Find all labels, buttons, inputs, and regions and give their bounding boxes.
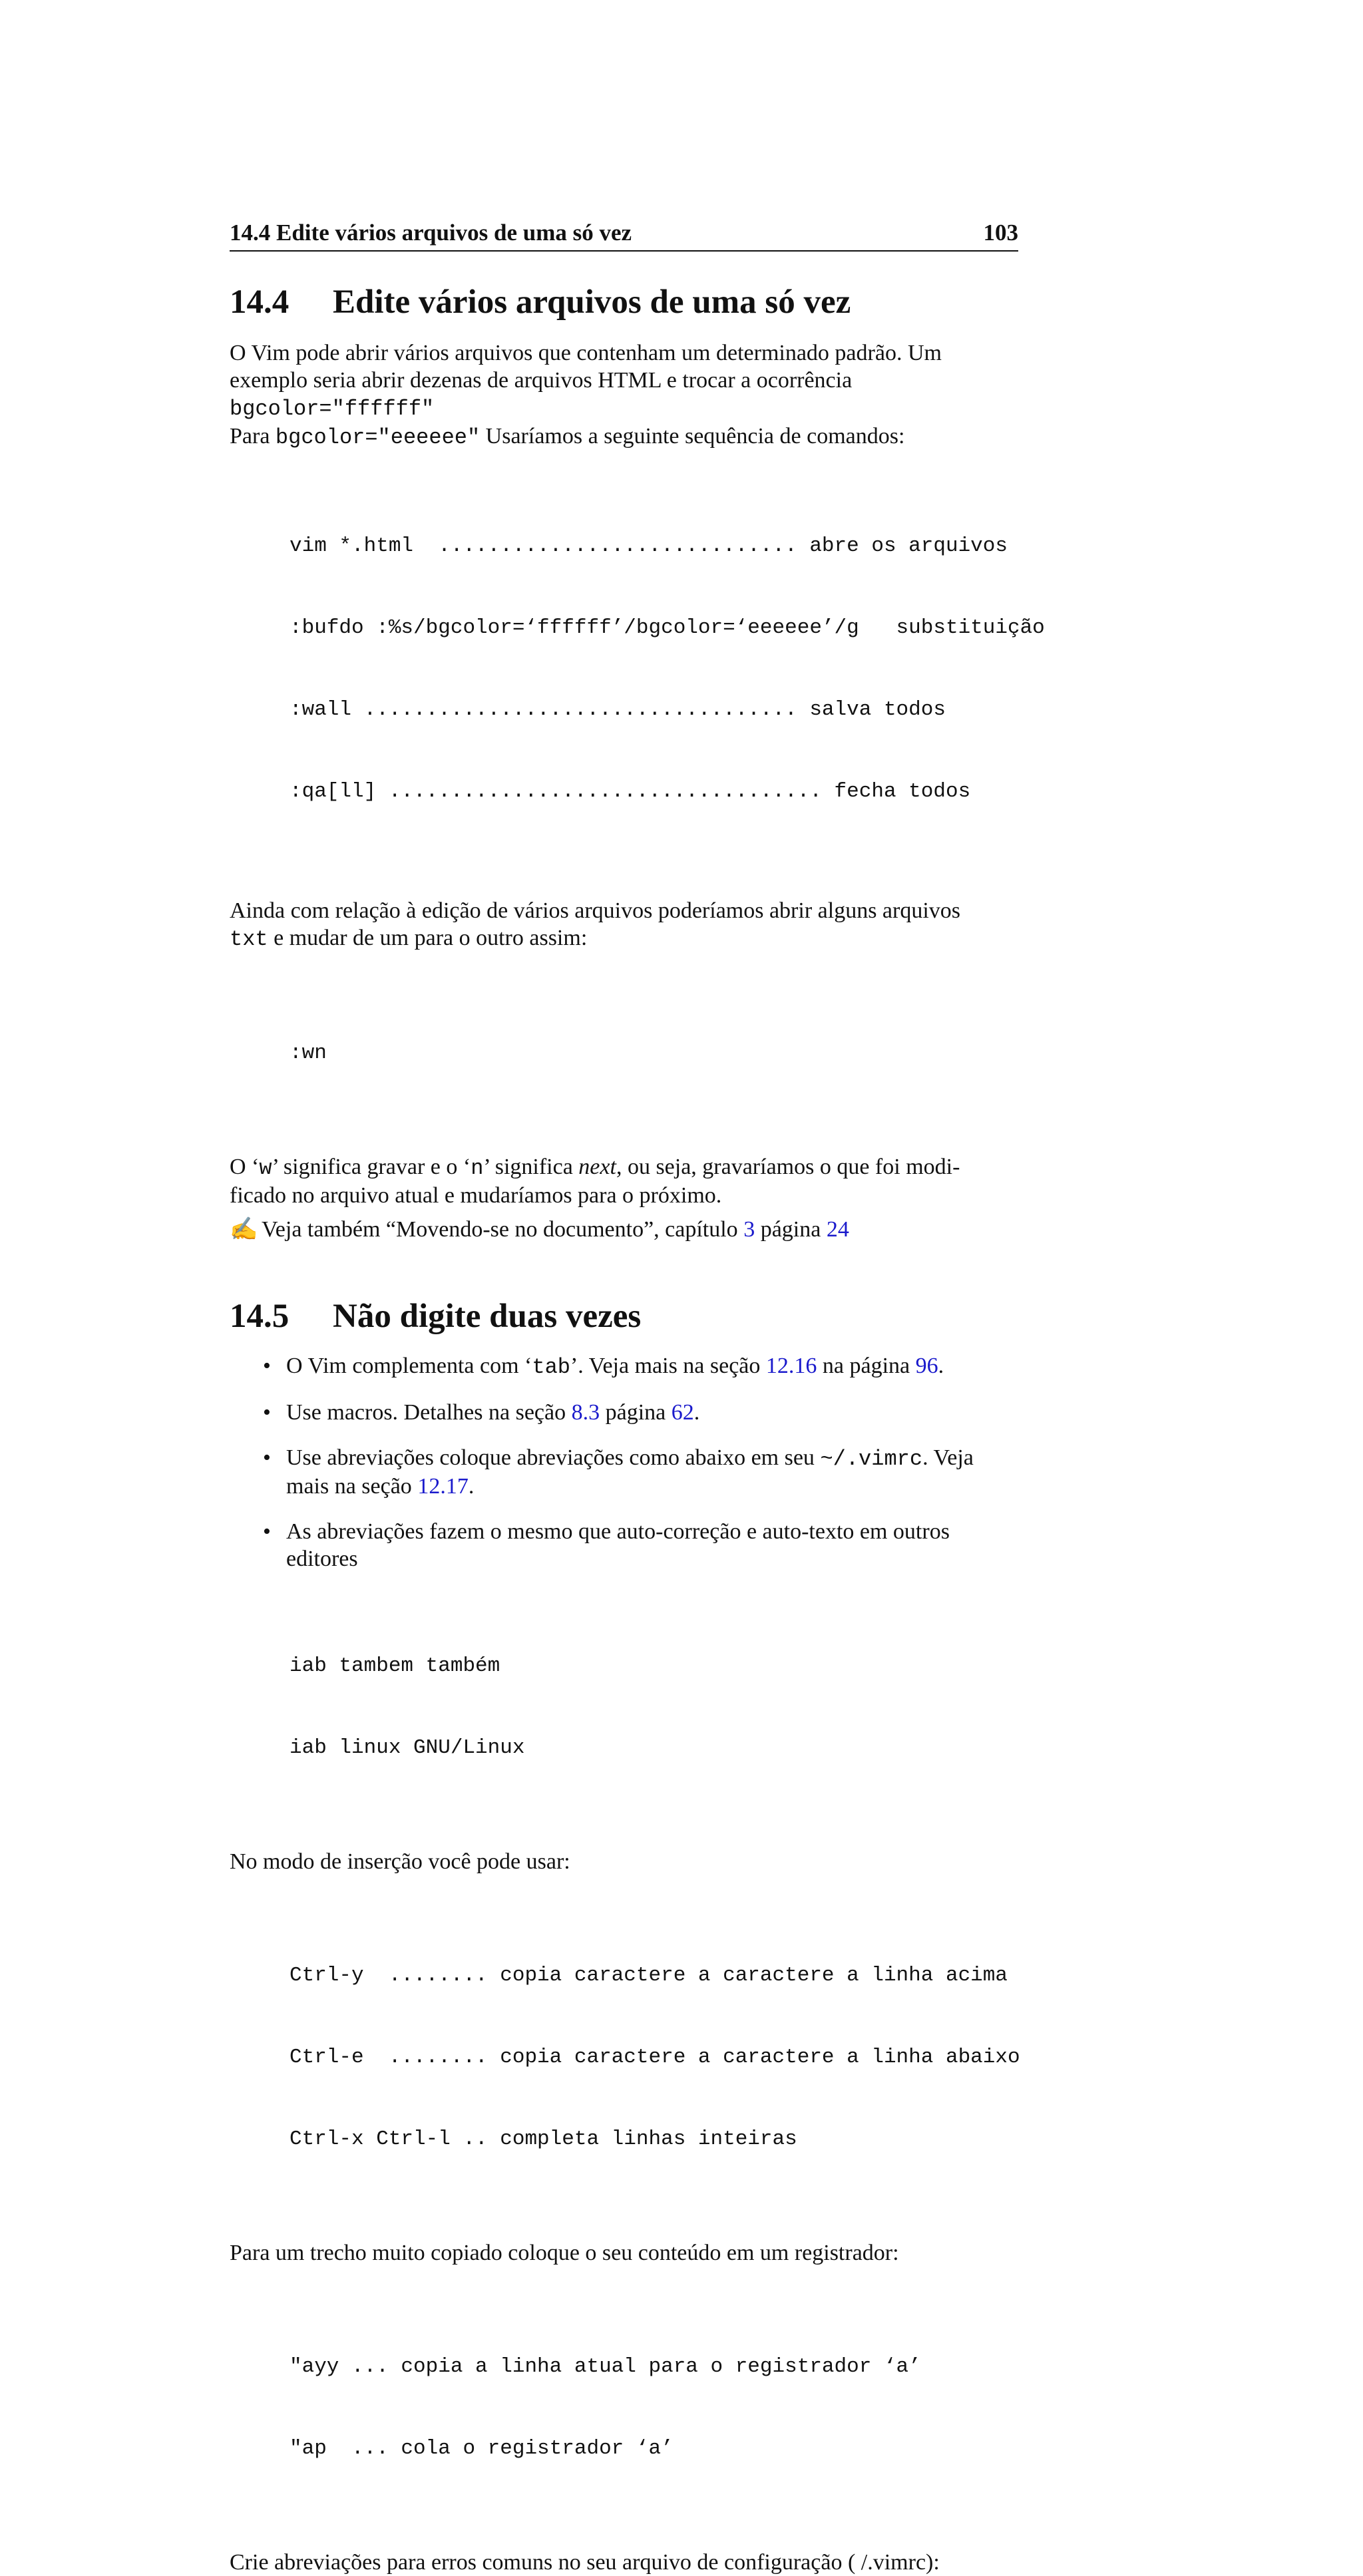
bullet-list <box>230 1352 1018 1572</box>
paragraph-multiple-files <box>230 897 1018 953</box>
code-line: "ayy ... copia a linha atual para o registrador ‘a’ <box>290 2355 921 2378</box>
section-number: 14.5 <box>230 1298 290 1335</box>
text-fragment: ’. Veja mais na seção <box>570 1354 766 1378</box>
text-fragment: Para <box>230 424 276 449</box>
code-line: Ctrl-e ........ copia caractere a caractere a linha abaixo <box>290 2046 1020 2069</box>
section-heading-14-4 <box>230 281 1018 323</box>
code-block-abbreviations <box>290 1598 1018 1816</box>
see-also-note <box>230 1216 1018 1243</box>
page-link[interactable]: 62 <box>671 1400 694 1425</box>
header-title: 14.4 Edite vários arquivos de uma só vez <box>230 220 632 246</box>
section-title: Edite vários arquivos de uma só vez <box>333 283 851 321</box>
code-line: iab tambem também <box>290 1654 500 1678</box>
code-block-wn <box>290 985 1018 1121</box>
section-link[interactable]: 12.17 <box>417 1474 469 1499</box>
code-line: iab linux GNU/Linux <box>290 1736 525 1759</box>
list-item <box>230 1399 1018 1426</box>
text-fragment: . <box>468 1474 475 1499</box>
section-number: 14.4 <box>230 283 290 321</box>
list-item <box>230 1518 1018 1572</box>
text-fragment: . <box>938 1354 944 1378</box>
chapter-link[interactable]: 3 <box>743 1217 755 1242</box>
text-fragment: mais na seção <box>286 1474 418 1499</box>
italic-text: next <box>578 1155 616 1179</box>
inline-code: w <box>259 1156 272 1181</box>
page-link[interactable]: 24 <box>826 1217 849 1242</box>
document-page <box>230 220 1045 2576</box>
text-fragment: na página <box>817 1354 916 1378</box>
paragraph-final: Crie abreviações para erros comuns no seu arquivo de configuração ( /.vimrc): <box>230 2550 940 2575</box>
text-line: exemplo seria abrir dezenas de arquivos HTML e trocar a ocorrência <box>230 368 853 393</box>
list-item <box>230 1352 1018 1381</box>
section-title: Não digite duas vezes <box>333 1298 642 1335</box>
inline-code: ~/.vimrc <box>820 1447 923 1471</box>
header-page-number: 103 <box>983 220 1018 246</box>
text-fragment: Use macros. Detalhes na seção <box>286 1400 572 1425</box>
inline-code: bgcolor="ffffff" <box>230 397 435 421</box>
running-header <box>230 220 1018 252</box>
section-heading-14-5 <box>230 1295 1018 1338</box>
section-link[interactable]: 12.16 <box>765 1354 817 1378</box>
text-fragment: Usaríamos a seguinte sequência de comandos: <box>480 424 905 449</box>
text-fragment: . <box>693 1400 700 1425</box>
text-line: Ainda com relação à edição de vários arquivos poderíamos abrir alguns arquivos <box>230 898 961 923</box>
code-block-insert-mode <box>290 1907 1018 2207</box>
code-line: :wall ................................... salva todos <box>290 698 946 721</box>
bullet-icon: • <box>263 1445 271 1470</box>
code-line: vim *.html ............................. abre os arquivos <box>290 534 1008 558</box>
section-link[interactable]: 8.3 <box>571 1400 600 1425</box>
page-link[interactable]: 96 <box>915 1354 938 1378</box>
bullet-icon: • <box>263 1519 271 1544</box>
code-line: :qa[ll] ................................... fecha todos <box>290 780 971 803</box>
bullet-icon: • <box>263 1400 271 1425</box>
code-block-register <box>290 2299 1018 2517</box>
text-fragment: página <box>755 1217 827 1242</box>
text-fragment: , ou seja, gravaríamos o que foi modi- <box>616 1155 960 1179</box>
code-line: "ap ... cola o registrador ‘a’ <box>290 2437 674 2460</box>
writing-hand-icon: ✍ <box>230 1217 258 1242</box>
text-line: As abreviações fazem o mesmo que auto-correção e auto-texto em outros <box>286 1519 950 1544</box>
text-fragment: Veja também “Movendo-se no documento”, capítulo <box>262 1217 744 1242</box>
bullet-icon: • <box>263 1354 271 1378</box>
text-fragment: . Veja <box>922 1445 974 1470</box>
text-fragment: Use abreviações coloque abreviações como abaixo em seu <box>286 1445 821 1470</box>
paragraph-register: Para um trecho muito copiado coloque o seu conteúdo em um registrador: <box>230 2241 899 2265</box>
code-block-commands <box>290 478 1045 860</box>
text-fragment: ’ significa gravar e o ‘ <box>272 1155 471 1179</box>
paragraph-intro <box>230 339 1018 451</box>
text-line: ficado no arquivo atual e mudaríamos para o próximo. <box>230 1183 722 1208</box>
text-fragment: ’ significa <box>483 1155 579 1179</box>
text-fragment: página <box>600 1400 672 1425</box>
text-line: O Vim pode abrir vários arquivos que contenham um determinado padrão. Um <box>230 341 942 365</box>
text-line: editores <box>286 1547 358 1571</box>
inline-code: tab <box>532 1355 570 1380</box>
inline-code: bgcolor="eeeeee" <box>275 425 481 450</box>
text-fragment: O ‘ <box>230 1155 260 1179</box>
text-fragment: e mudar de um para o outro assim: <box>268 926 588 950</box>
text-fragment: O Vim complementa com ‘ <box>286 1354 532 1378</box>
paragraph-wn-explanation <box>230 1153 1018 1209</box>
code-line: Ctrl-x Ctrl-l .. completa linhas inteiras <box>290 2127 797 2151</box>
code-line: :wn <box>290 1041 327 1065</box>
code-line: :bufdo :%s/bgcolor=‘ffffff’/bgcolor=‘eeeeee’/g substituição <box>290 616 1045 640</box>
list-item <box>230 1444 1018 1500</box>
paragraph-insert-mode: No modo de inserção você pode usar: <box>230 1849 570 1874</box>
inline-code: n <box>471 1156 484 1181</box>
inline-code: txt <box>230 927 268 952</box>
code-line: Ctrl-y ........ copia caractere a caractere a linha acima <box>290 1964 1008 1987</box>
